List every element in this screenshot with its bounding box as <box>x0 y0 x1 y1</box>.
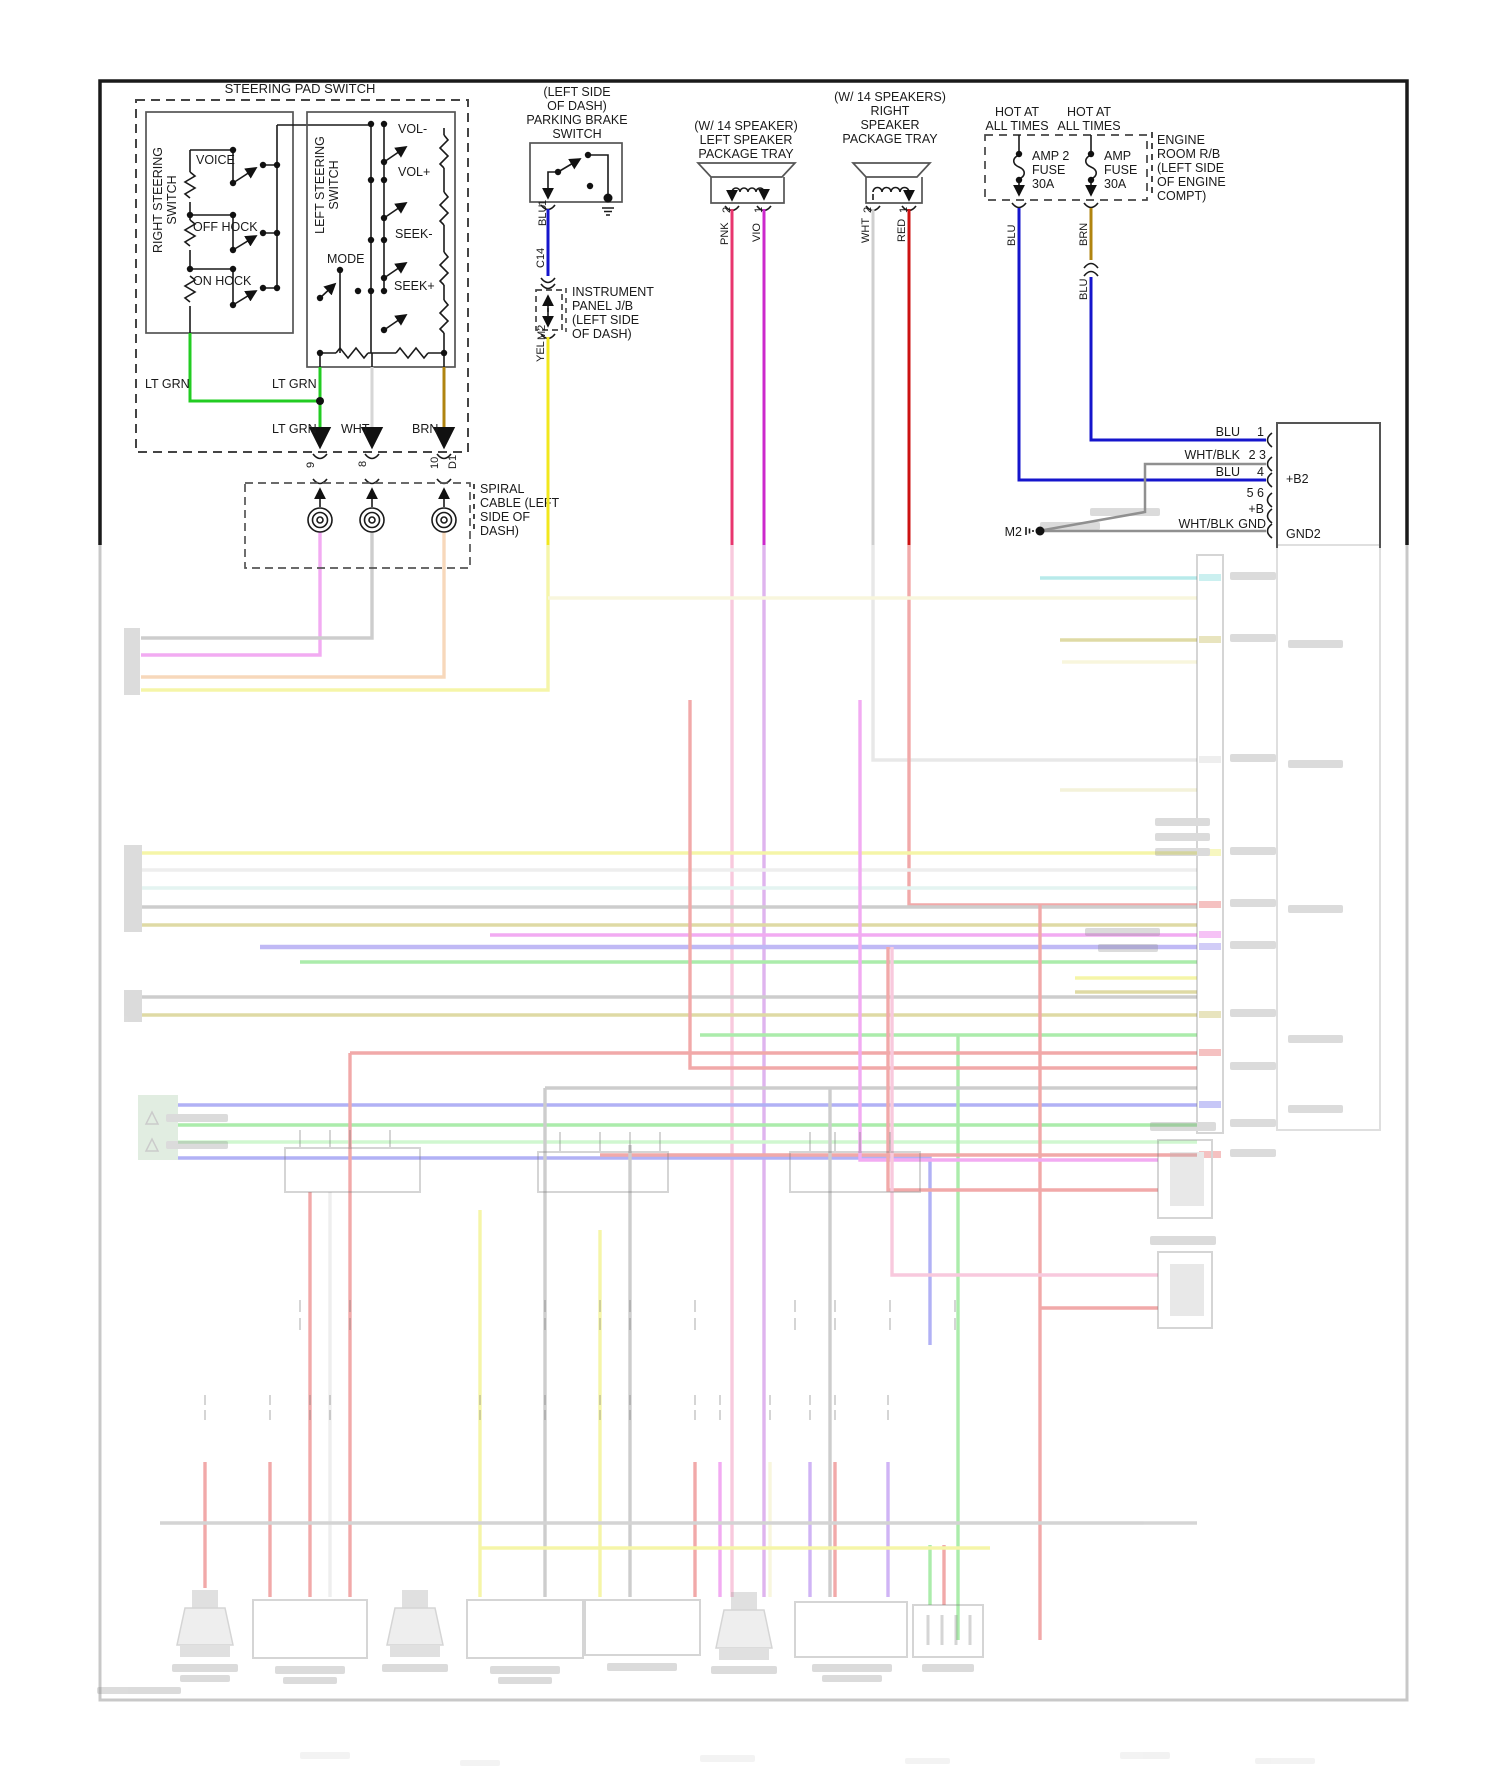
steering-wires <box>145 333 459 484</box>
right-steering-switch-label-2: SWITCH <box>165 175 179 225</box>
right-speaker-package-tray <box>834 90 946 545</box>
pin-10: 10 <box>429 456 441 469</box>
pin-number-23: 2 3 <box>1248 448 1266 462</box>
engine-room-label-2: ROOM R/B <box>1157 147 1221 161</box>
amp-fuse-label-1: AMP <box>1104 149 1132 163</box>
hot-at-all-times-1a: HOT AT <box>995 105 1039 119</box>
pin-8: 8 <box>357 460 369 467</box>
vol-minus-label: VOL- <box>398 122 428 136</box>
pin-label-blu-4: BLU <box>1215 465 1240 479</box>
engine-room-label-3: (LEFT SIDE <box>1157 161 1225 175</box>
m2-ground-label: M2 <box>1004 525 1022 539</box>
crisp-section <box>100 81 1407 568</box>
radio-pin-b2: +B2 <box>1286 472 1309 486</box>
left-tray-label-2: LEFT SPEAKER <box>699 133 793 147</box>
amp2-fuse-label-1: AMP 2 <box>1032 149 1070 163</box>
parking-brake-label-3: PARKING BRAKE <box>526 113 628 127</box>
parking-brake-label-2: OF DASH) <box>547 99 607 113</box>
seek-plus-label: SEEK+ <box>394 279 435 293</box>
left-speaker-package-tray <box>694 119 798 545</box>
amp-fuse-label-3: 30A <box>1104 177 1127 191</box>
off-hock-label: OFF HOCK <box>193 220 258 234</box>
seek-minus-label: SEEK- <box>395 227 433 241</box>
engine-room-label-1: ENGINE <box>1157 133 1205 147</box>
steering-pad-switch-title: STEERING PAD SWITCH <box>224 81 376 96</box>
hot-at-all-times-2a: HOT AT <box>1067 105 1111 119</box>
right-steering-switch <box>146 112 371 333</box>
pin-number-1: 1 <box>1257 425 1264 439</box>
amp2-fuse-label-2: FUSE <box>1032 163 1066 177</box>
wire-label-wht-speaker: WHT <box>860 217 872 243</box>
parking-brake-label-4: SWITCH <box>552 127 602 141</box>
radio-pin-gnd2: GND2 <box>1286 527 1321 541</box>
right-tray-pin-2: 2 <box>862 206 874 213</box>
parking-brake-pin-1: 1 <box>537 199 549 206</box>
parking-brake-switch <box>526 85 627 289</box>
wire-label-lt-grn-3: LT GRN <box>272 422 317 436</box>
wire-label-blu-fuse1: BLU <box>1006 224 1018 246</box>
spiral-cable-label-2: CABLE (LEFT <box>480 496 560 510</box>
left-tray-label-3: PACKAGE TRAY <box>698 147 794 161</box>
pin-d1: D1 <box>447 454 459 469</box>
left-steering-switch-label-1: LEFT STEERING <box>313 136 327 234</box>
parking-brake-wire-blu: BLU <box>537 204 549 226</box>
faded-section <box>97 508 1407 1766</box>
amp2-fuse-label-3: 30A <box>1032 177 1055 191</box>
bottom-speakers <box>172 1590 983 1684</box>
jb-label-1: INSTRUMENT <box>572 285 654 299</box>
vol-plus-label: VOL+ <box>398 165 431 179</box>
pin-label-whtblk-gnd: WHT/BLK <box>1178 517 1234 531</box>
hot-at-all-times-1b: ALL TIMES <box>985 119 1049 133</box>
wire-label-lt-grn-2: LT GRN <box>272 377 317 391</box>
spiral-cable <box>245 482 560 568</box>
engine-room-rb <box>985 105 1266 480</box>
wire-label-brn-fuse2: BRN <box>1078 222 1090 246</box>
hot-at-all-times-2b: ALL TIMES <box>1057 119 1121 133</box>
pin-number-gnd: GND <box>1238 517 1266 531</box>
wire-label-wht: WHT <box>341 422 370 436</box>
pin-number-56: 5 6 <box>1246 486 1264 500</box>
wire-label-lt-grn-1: LT GRN <box>145 377 190 391</box>
left-tray-pin-2: 2 <box>721 206 733 213</box>
on-hock-label: ON HOCK <box>193 274 252 288</box>
faded-structures <box>97 508 1380 1694</box>
spiral-cable-label-4: DASH) <box>480 524 519 538</box>
connector-m2: M2 <box>536 324 548 340</box>
left-steering-switch <box>307 112 455 367</box>
left-tray-pin-1: 1 <box>753 206 765 213</box>
right-tray-label-3: SPEAKER <box>860 118 920 132</box>
pin-label-whtblk-23: WHT/BLK <box>1184 448 1240 462</box>
jb-label-2: PANEL J/B <box>572 299 634 313</box>
right-steering-switch-label-1: RIGHT STEERING <box>151 146 165 254</box>
engine-room-label-5: COMPT) <box>1157 189 1207 203</box>
wire-label-brn: BRN <box>412 422 439 436</box>
jb-label-3: (LEFT SIDE <box>572 313 640 327</box>
wire-label-pnk: PNK <box>719 222 731 245</box>
pin-9: 9 <box>305 461 317 468</box>
engine-room-label-4: OF ENGINE <box>1157 175 1226 189</box>
right-tray-label-4: PACKAGE TRAY <box>842 132 938 146</box>
steering-pad-switch-box <box>136 100 468 452</box>
amp-fuse-label-2: FUSE <box>1104 163 1138 177</box>
connector-c14: C14 <box>535 247 547 268</box>
right-tray-label-1: (W/ 14 SPEAKERS) <box>834 90 946 104</box>
wire-label-blu-fuse2: BLU <box>1078 278 1090 300</box>
left-tray-label-1: (W/ 14 SPEAKER) <box>694 119 798 133</box>
wire-label-vio: VIO <box>751 223 763 242</box>
voice-label: VOICE <box>196 153 235 167</box>
parking-brake-label-1: (LEFT SIDE <box>543 85 611 99</box>
right-tray-label-2: RIGHT <box>870 104 910 118</box>
wire-label-red: RED <box>896 218 908 242</box>
right-tray-pin-1: 1 <box>898 206 910 213</box>
mode-label: MODE <box>327 252 365 266</box>
spiral-cable-label-1: SPIRAL <box>480 482 525 496</box>
spiral-cable-label-3: SIDE OF <box>480 510 531 524</box>
wire-label-yel: YEL <box>535 341 547 362</box>
jb-label-4: OF DASH) <box>572 327 632 341</box>
pin-number-4: 4 <box>1257 465 1264 479</box>
faded-wires <box>141 532 1197 1640</box>
pin-label-plus-b: +B <box>1248 502 1264 516</box>
left-steering-switch-label-2: SWITCH <box>327 160 341 210</box>
pin-label-blu-1: BLU <box>1215 425 1240 439</box>
